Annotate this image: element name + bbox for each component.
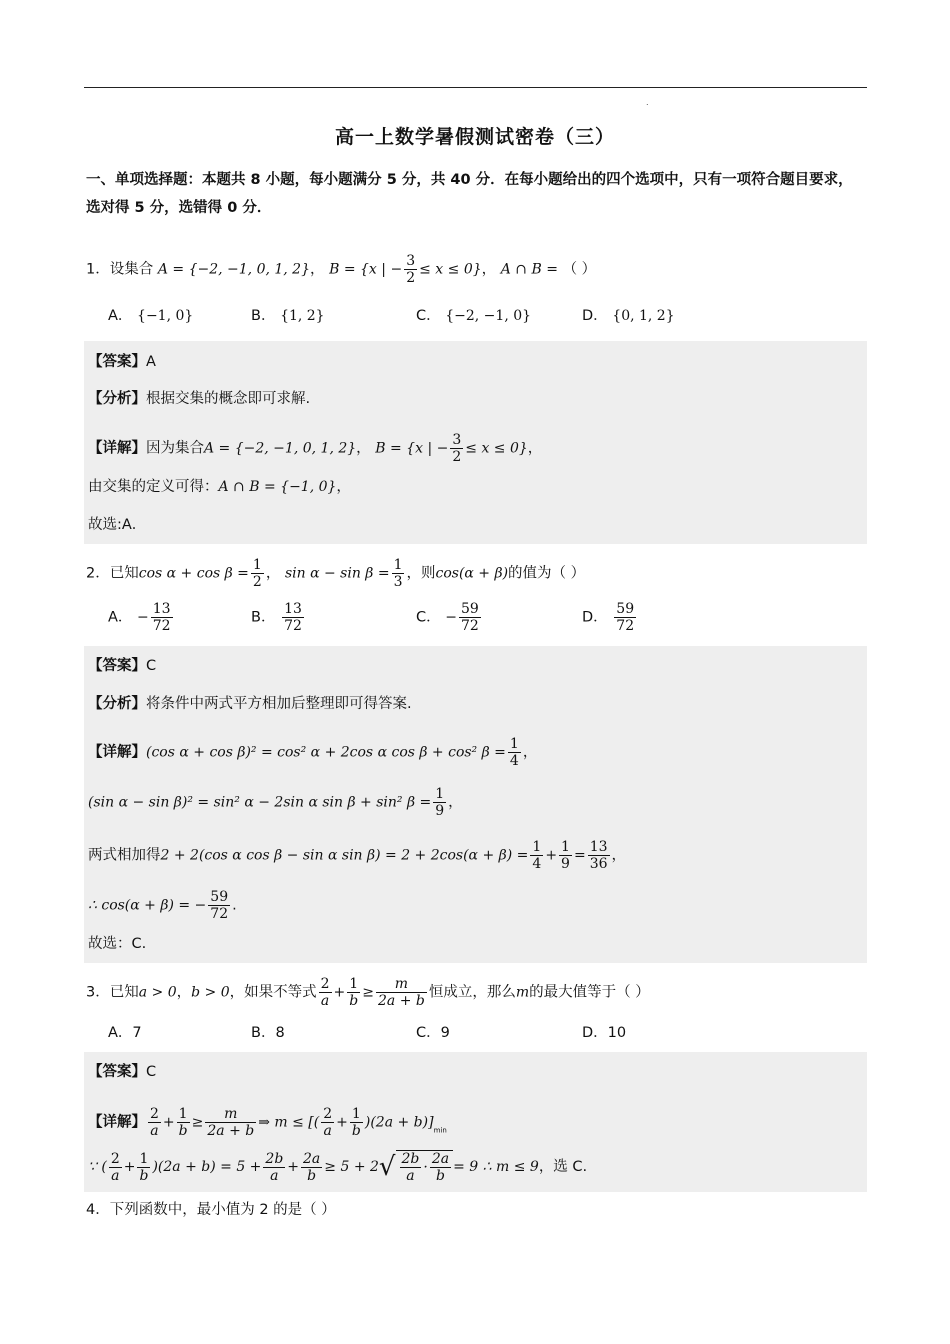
frac-den: 4: [532, 856, 542, 872]
q2-detail-line4: [88, 889, 237, 922]
detail-math: ∴ cos(α + β) = −: [88, 897, 207, 914]
detail-frac: [205, 1106, 256, 1139]
q1-option-c[interactable]: [416, 306, 531, 326]
q2-detail-line1: [88, 736, 537, 769]
option-value: 7: [132, 1025, 142, 1041]
detail-frac: [530, 839, 543, 872]
q1-comma: ，: [310, 261, 325, 278]
option-label: A．: [108, 308, 133, 324]
q1-intersect: A ∩ B =: [500, 261, 558, 278]
q4-number: 4．: [86, 1202, 110, 1218]
detail-math: = 9 ∴ m ≤ 9: [453, 1159, 539, 1175]
frac-den: 2: [406, 270, 416, 286]
q3-detail-line2: [88, 1150, 587, 1184]
frac-den-var: a: [111, 1167, 120, 1184]
detail-math: 2 + 2(cos α cos β − sin α sin β) = 2 + 2cos(α + β) =: [160, 847, 529, 864]
answer-value: C: [146, 658, 157, 674]
frac-num: 2: [110, 1150, 120, 1167]
q1-option-a[interactable]: [108, 306, 193, 326]
option-value: {−2, −1, 0}: [445, 308, 532, 324]
q2-option-d[interactable]: [582, 601, 638, 634]
q2-stem-text: 已知: [109, 565, 139, 582]
detail-frac: [321, 1106, 334, 1139]
q2-cond2-frac: [392, 557, 405, 590]
detail-plus: +: [336, 1114, 348, 1131]
detail-eq: =: [573, 847, 586, 864]
answer-label: 【答案】: [88, 1064, 146, 1080]
detail-frac: [350, 1106, 363, 1139]
detail-plus: +: [545, 847, 558, 864]
frac-den-var: b: [351, 1123, 361, 1139]
q2-cond1: cos α + cos β =: [138, 565, 249, 582]
q3-detail-line1: [88, 1106, 447, 1141]
option-value: {−1, 0}: [137, 308, 194, 324]
option-value: 8: [275, 1025, 285, 1041]
detail-setB-pre: B = {x | −: [375, 440, 449, 457]
frac-den-var: a: [150, 1123, 159, 1139]
frac-num: 1: [393, 557, 403, 573]
detail-frac: [508, 736, 521, 769]
detail-label: 【详解】: [88, 1114, 146, 1131]
frac-den: [205, 1123, 256, 1139]
detail-math: )(2a + b)]: [364, 1114, 434, 1131]
q3-option-a[interactable]: [108, 1023, 142, 1043]
option-label: B．: [251, 1025, 276, 1041]
detail-text: 两式相加得: [88, 847, 161, 864]
q2-cond1-frac: [251, 557, 264, 590]
q2-cond2: sin α − sin β =: [284, 565, 390, 582]
detail-frac: [148, 1106, 161, 1139]
option-label: D．: [582, 609, 608, 626]
frac-num: 59: [460, 601, 479, 617]
frac-num: 1: [177, 1106, 190, 1123]
q1-stem-text: 设集合: [109, 261, 154, 278]
option-label: C．: [416, 1025, 441, 1041]
detail-dot: ·: [423, 1159, 428, 1176]
q1-option-b[interactable]: [251, 306, 325, 326]
frac-den-var: 2a + b: [207, 1123, 255, 1139]
q1-setA: A = {−2, −1, 0, 1, 2}: [157, 261, 310, 278]
frac-num: 3: [406, 253, 416, 269]
option-label: B．: [251, 308, 276, 324]
detail-frac: [301, 1151, 322, 1184]
frac-num-var: m: [224, 1106, 238, 1122]
frac-num: 13: [284, 601, 302, 617]
frac-num: 2: [150, 1106, 159, 1122]
frac-den: [400, 1168, 422, 1184]
answer-value: C: [146, 1064, 157, 1080]
frac-den: [263, 1168, 285, 1184]
option-label: D．: [582, 1025, 608, 1041]
frac-num: 59: [616, 601, 635, 617]
option-value: 9: [440, 1025, 450, 1041]
frac-den: 3: [393, 574, 403, 590]
q1-setB-frac: [404, 253, 417, 286]
q3-stem-text2: ，如果不等式: [229, 984, 317, 1001]
header-mark: .: [646, 98, 649, 107]
option-label: A．: [108, 609, 133, 626]
detail-frac: [208, 889, 230, 922]
detail-frac: [559, 839, 572, 872]
frac-num: [376, 976, 427, 993]
q1-paren: （ ）: [562, 261, 597, 278]
frac-den: [137, 1168, 150, 1184]
option-value: {0, 1, 2}: [612, 308, 675, 324]
detail-frac: [588, 839, 610, 872]
detail-end: ，: [527, 440, 543, 457]
q2-target: cos(α + β): [435, 565, 509, 582]
detail-end: ，: [611, 847, 627, 864]
option-sign: −: [445, 609, 457, 626]
frac-den-var: a: [320, 993, 330, 1009]
frac-num: 1: [347, 976, 360, 993]
analysis-text: 根据交集的概念即可求解.: [146, 391, 311, 407]
q3-geq: ≥: [362, 984, 374, 1001]
detail-subscript: min: [433, 1126, 447, 1135]
frac-den: [321, 1123, 334, 1139]
detail-math: (sin α − sin β)² = sin² α − 2sin α sin β + sin² β =: [88, 794, 432, 811]
detail-math: )(2a + b) = 5 +: [152, 1159, 262, 1175]
detail-math: ⇒ m ≤ [(: [258, 1114, 320, 1131]
detail-plus: +: [162, 1114, 175, 1131]
q2-option-a[interactable]: [108, 601, 175, 634]
frac-den: [148, 1123, 161, 1139]
detail-end: ，: [336, 479, 351, 495]
frac-num: 59: [210, 889, 229, 905]
option-label: A．: [108, 1025, 133, 1041]
q3-cond1: a > 0: [138, 984, 177, 1001]
detail-sqrt: [396, 1150, 454, 1184]
q2-detail-line3: [88, 839, 626, 872]
q3-var-m: m: [515, 984, 530, 1001]
frac-num: 3: [452, 432, 462, 448]
q4-stem: [86, 1200, 336, 1220]
frac-den: 72: [210, 906, 229, 922]
frac-num: 1: [532, 839, 542, 855]
frac-num: [301, 1151, 322, 1168]
frac-den-var: b: [139, 1167, 149, 1184]
q3-frac2: [347, 976, 360, 1009]
q3-plus: +: [333, 984, 346, 1001]
frac-den: 72: [460, 618, 479, 634]
frac-den: [109, 1168, 122, 1184]
frac-den-var: a: [406, 1168, 415, 1184]
option-frac: [614, 601, 636, 634]
option-frac: [459, 601, 481, 634]
detail-end: ，: [522, 744, 538, 761]
frac-num: 1: [350, 1106, 363, 1123]
q1-setB-post: ≤ x ≤ 0}: [419, 261, 482, 278]
q2-then: ，则: [406, 565, 436, 582]
frac-den: 4: [509, 753, 519, 769]
frac-den: [376, 993, 427, 1009]
frac-num-var: m: [394, 976, 409, 992]
analysis-label: 【分析】: [88, 391, 146, 407]
detail-end: .: [232, 897, 237, 914]
frac-num: 1: [137, 1151, 150, 1168]
q1-detail-line2: [88, 477, 351, 497]
q2-analysis: [88, 694, 412, 714]
frac-num-var: 2a: [303, 1150, 321, 1167]
detail-frac: [433, 786, 446, 819]
detail-frac: [137, 1151, 150, 1184]
frac-den: 36: [589, 856, 608, 872]
answer-label: 【答案】: [88, 658, 146, 674]
frac-num: 13: [152, 601, 171, 617]
frac-den: 72: [284, 618, 302, 634]
frac-num: [400, 1151, 422, 1168]
frac-den: 2: [452, 449, 462, 465]
q3-stem-end: 的最大值等于（ ）: [529, 984, 650, 1001]
q1-analysis: [88, 389, 310, 409]
frac-den: 72: [152, 618, 171, 634]
frac-den: [347, 993, 360, 1009]
frac-den: [350, 1123, 363, 1139]
option-value: 10: [607, 1025, 627, 1041]
detail-end: ，: [448, 794, 463, 811]
q1-option-d[interactable]: [582, 306, 675, 326]
frac-num-var: 2b: [401, 1151, 420, 1167]
frac-den-var: b: [307, 1167, 317, 1184]
frac-num: [263, 1151, 285, 1168]
q1-choose: 故选:A．: [88, 517, 147, 533]
q1-detail: [88, 432, 542, 465]
sqrt-icon: √: [378, 1152, 396, 1182]
option-label: C．: [416, 609, 441, 626]
q2-option-b[interactable]: [251, 601, 306, 634]
q3-stem: [86, 976, 650, 1009]
q2-stem-end: 的值为（ ）: [508, 565, 586, 582]
frac-den: [319, 993, 332, 1009]
detail-text: 由交集的定义可得：: [88, 479, 219, 495]
answer-label: 【答案】: [88, 354, 146, 370]
option-value: {1, 2}: [280, 308, 325, 324]
frac-den: 2: [252, 574, 262, 590]
detail-frac: [177, 1106, 190, 1139]
detail-plus: +: [287, 1159, 300, 1175]
q3-option-d[interactable]: [582, 1023, 626, 1043]
detail-math: ∵ (: [88, 1159, 107, 1175]
frac-num: 2: [323, 1106, 333, 1122]
q3-cond2: b > 0: [191, 984, 230, 1001]
q2-comma: ，: [265, 565, 281, 582]
section-description: 一、单项选择题：本题共 8 小题，每小题满分 5 分，共 40 分．在每小题给出的四个选项中，只有一项符合题目要求，选对得 5 分，选错得 0 分．: [86, 172, 853, 216]
frac-num: 1: [252, 557, 262, 573]
q3-option-c[interactable]: [416, 1023, 450, 1043]
q2-answer: [88, 656, 156, 676]
q3-frac3: [376, 976, 427, 1009]
q2-option-c[interactable]: [416, 601, 483, 634]
detail-label: 【详解】: [88, 440, 146, 457]
frac-den-var: b: [178, 1123, 188, 1139]
option-label: B．: [251, 609, 276, 626]
detail-geq: ≥: [191, 1114, 204, 1131]
detail-math: ≥ 5 + 2: [324, 1159, 379, 1175]
header-rule: [84, 87, 867, 88]
frac-num: 1: [435, 786, 445, 802]
frac-den: [177, 1123, 190, 1139]
q1-number: 1．: [86, 261, 110, 278]
detail-frac: [400, 1151, 422, 1184]
option-label: D．: [582, 308, 608, 324]
q3-comma: ，: [176, 984, 192, 1001]
q2-detail-line2: [88, 786, 463, 819]
frac-num: [430, 1151, 451, 1168]
frac-den-var: a: [323, 1123, 332, 1139]
analysis-label: 【分析】: [88, 696, 146, 712]
q1-answer: [88, 352, 156, 372]
answer-value: A: [146, 354, 156, 370]
q2-number: 2．: [86, 565, 110, 582]
frac-den-var: 2a + b: [377, 993, 425, 1009]
frac-num-var: 2b: [265, 1150, 284, 1167]
analysis-text: 将条件中两式平方相加后整理即可得答案.: [146, 696, 412, 712]
frac-den: [430, 1168, 451, 1184]
frac-den-var: a: [270, 1167, 279, 1184]
q3-option-b[interactable]: [251, 1023, 285, 1043]
frac-num: 13: [589, 839, 608, 855]
q2-stem: [86, 557, 585, 590]
q1-stem: [86, 253, 596, 286]
page-title: 高一上数学暑假测试密卷（三）: [334, 126, 615, 148]
frac-den-var: b: [435, 1168, 445, 1184]
detail-end: ，选 C.: [538, 1159, 588, 1175]
q3-number: 3．: [86, 984, 110, 1001]
option-label: C．: [416, 308, 441, 324]
q2-choose: 故选：C.: [88, 936, 147, 952]
detail-setB-post: ≤ x ≤ 0}: [465, 440, 528, 457]
detail-plus: +: [123, 1159, 136, 1175]
q3-answer: [88, 1062, 156, 1082]
frac-den-var: b: [349, 993, 359, 1009]
frac-den: 9: [435, 803, 445, 819]
q3-stem-text3: 恒成立，那么: [428, 984, 516, 1001]
frac-num: 1: [561, 839, 570, 855]
frac-den: 9: [561, 856, 570, 872]
detail-text: 因为集合: [146, 440, 204, 457]
frac-den: 72: [616, 618, 635, 634]
detail-label: 【详解】: [88, 744, 146, 761]
option-sign: −: [137, 609, 149, 626]
detail-math: (cos α + cos β)² = cos² α + 2cos α cos β + cos² β =: [146, 744, 506, 761]
option-frac: [151, 601, 173, 634]
frac-den: [301, 1168, 322, 1184]
detail-math: A ∩ B = {−1, 0}: [218, 479, 337, 495]
q1-comma2: ，: [481, 261, 497, 278]
frac-num: [205, 1106, 256, 1123]
q3-frac1: [319, 976, 332, 1009]
option-frac: [282, 601, 304, 634]
detail-comma: ，: [356, 440, 371, 457]
detail-frac: [109, 1151, 122, 1184]
q1-setB-pre: B = {x | −: [329, 261, 403, 278]
detail-frac: [450, 432, 463, 465]
frac-num: 2: [320, 976, 330, 992]
q4-stem-text: 下列函数中，最小值为 2 的是（ ）: [109, 1202, 336, 1218]
frac-num-var: 2a: [431, 1151, 450, 1167]
q3-stem-text: 已知: [109, 984, 139, 1001]
detail-setA: A = {−2, −1, 0, 1, 2}: [204, 440, 357, 457]
frac-num: 1: [509, 736, 519, 752]
detail-frac: [430, 1151, 451, 1184]
detail-frac: [263, 1151, 285, 1184]
